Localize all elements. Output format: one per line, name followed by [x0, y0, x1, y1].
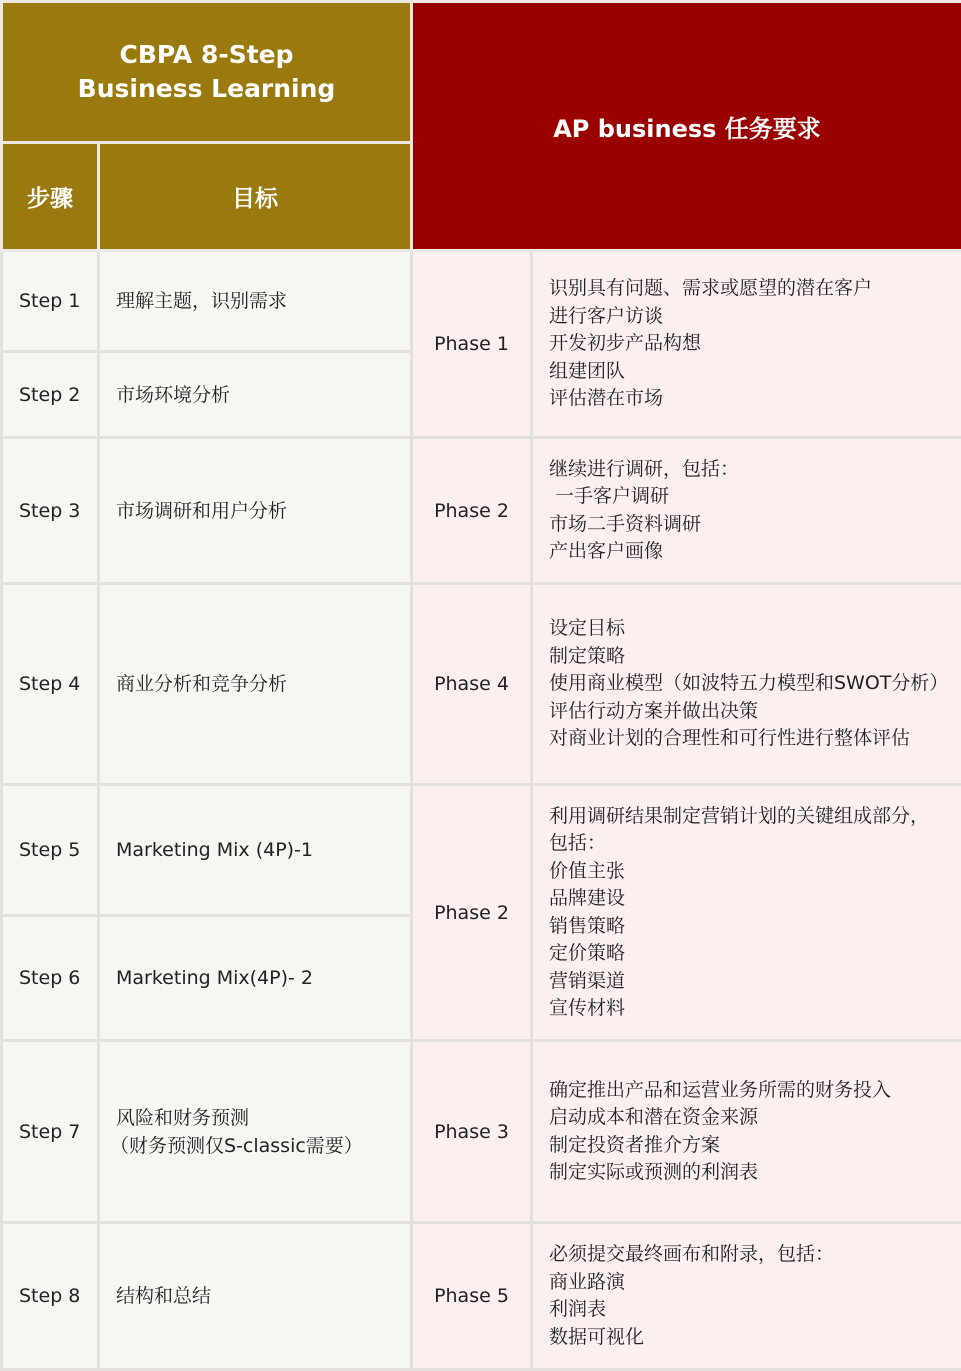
requirement-item: 商业路演 — [549, 1269, 947, 1297]
requirements-list — [532, 584, 961, 785]
requirement-item: 品牌建设 — [549, 885, 947, 913]
requirement-item: 制定实际或预测的利润表 — [549, 1159, 947, 1187]
table-row — [2, 785, 961, 916]
cbpa-title: CBPA 8-Step Business Learning — [3, 38, 410, 106]
col-goal-header: 目标 — [99, 143, 412, 251]
goal-text: 风险和财务预测 — [116, 1104, 410, 1132]
requirements-list — [532, 251, 961, 438]
requirements-list — [532, 438, 961, 584]
phase-label: Phase 4 — [412, 584, 532, 785]
table-row — [2, 1223, 961, 1370]
goal-text: 结构和总结 — [99, 1223, 412, 1370]
step-label: Step 1 — [2, 251, 99, 352]
phase-label: Phase 2 — [412, 438, 532, 584]
table-row — [2, 584, 961, 785]
table-row — [2, 438, 961, 584]
step-label: Step 3 — [2, 438, 99, 584]
requirement-item: 识别具有问题、需求或愿望的潜在客户 — [549, 275, 947, 303]
phase-label: Phase 1 — [412, 251, 532, 438]
requirements-list — [532, 1041, 961, 1223]
goal-note: （财务预测仅S-classic需要） — [110, 1132, 410, 1160]
step-label: Step 2 — [2, 352, 99, 438]
requirement-item: 进行客户访谈 — [549, 303, 947, 331]
table-row — [2, 251, 961, 352]
requirement-item: 必须提交最终画布和附录，包括： — [549, 1241, 947, 1269]
requirement-item: 制定策略 — [549, 643, 947, 671]
ap-header — [412, 2, 961, 251]
goal-cell — [99, 1041, 412, 1223]
phase-label: Phase 2 — [412, 785, 532, 1041]
col-step-header: 步骤 — [2, 143, 99, 251]
goal-text: 市场环境分析 — [99, 352, 412, 438]
step-label: Step 4 — [2, 584, 99, 785]
requirements-list — [532, 1223, 961, 1370]
requirements-list — [532, 785, 961, 1041]
requirement-item: 利用调研结果制定营销计划的关键组成部分，包括： — [549, 803, 947, 858]
requirement-item: 开发初步产品构想 — [549, 330, 947, 358]
phase-label: Phase 5 — [412, 1223, 532, 1370]
goal-text: Marketing Mix (4P)-1 — [99, 785, 412, 916]
step-label: Step 5 — [2, 785, 99, 916]
requirement-item: 组建团队 — [549, 358, 947, 386]
requirement-item: 价值主张 — [549, 858, 947, 886]
requirement-item: 使用商业模型（如波特五力模型和SWOT分析）评估行动方案并做出决策 — [549, 670, 947, 725]
step-label: Step 7 — [2, 1041, 99, 1223]
requirement-item: 继续进行调研，包括： — [549, 456, 947, 484]
goal-text: Marketing Mix(4P)- 2 — [99, 916, 412, 1041]
requirement-item: 评估潜在市场 — [549, 385, 947, 413]
requirement-item: 一手客户调研 — [549, 483, 947, 511]
goal-text: 理解主题，识别需求 — [99, 251, 412, 352]
requirement-item: 确定推出产品和运营业务所需的财务投入 — [549, 1077, 947, 1105]
goal-text: 商业分析和竞争分析 — [99, 584, 412, 785]
requirement-item: 市场二手资料调研 — [549, 511, 947, 539]
phase-label: Phase 3 — [412, 1041, 532, 1223]
requirement-item: 对商业计划的合理性和可行性进行整体评估 — [549, 725, 947, 753]
requirement-item: 营销渠道 — [549, 968, 947, 996]
requirement-item: 产出客户画像 — [549, 538, 947, 566]
step-label: Step 6 — [2, 916, 99, 1041]
step-label: Step 8 — [2, 1223, 99, 1370]
requirement-item: 数据可视化 — [549, 1324, 947, 1352]
cbpa-header — [2, 2, 412, 143]
requirement-item: 利润表 — [549, 1296, 947, 1324]
requirement-item: 宣传材料 — [549, 995, 947, 1023]
requirement-item: 设定目标 — [549, 615, 947, 643]
requirement-item: 销售策略 — [549, 913, 947, 941]
goal-text: 市场调研和用户分析 — [99, 438, 412, 584]
ap-title: AP business 任务要求 — [553, 115, 821, 143]
requirement-item: 启动成本和潜在资金来源 — [549, 1104, 947, 1132]
requirement-item: 制定投资者推介方案 — [549, 1132, 947, 1160]
table-row — [2, 1041, 961, 1223]
requirement-item: 定价策略 — [549, 940, 947, 968]
